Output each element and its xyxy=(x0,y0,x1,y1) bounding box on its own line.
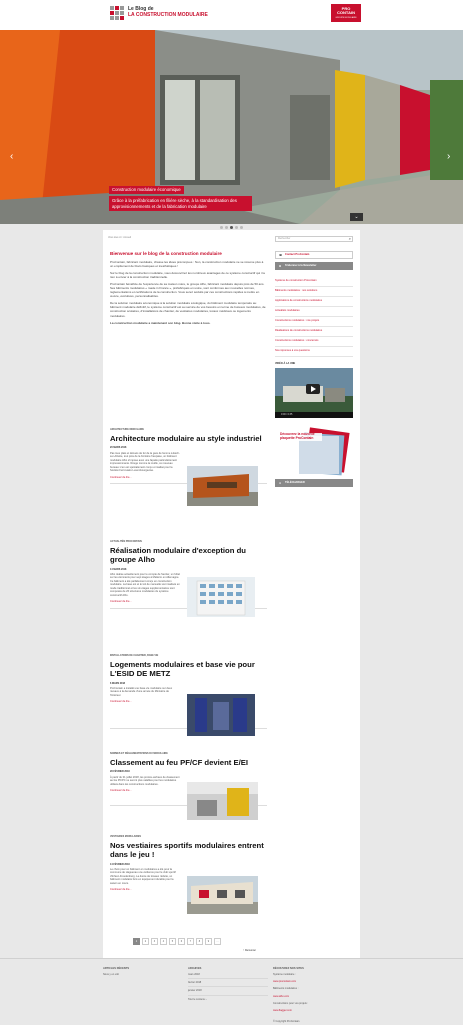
footer-heading: ARCHIVES xyxy=(188,967,202,970)
page-link[interactable]: 3 xyxy=(151,938,158,945)
video-label: VIDÉO À LA UNE xyxy=(275,362,296,365)
article-excerpt: ProContain a installé une base vie modulaire sur deux niveaux à la demande d'une armée du Ministère de l'Intérieur. xyxy=(110,686,173,697)
footer-link[interactable]: Nous y en voit xyxy=(103,972,119,976)
phone-icon: ☎ xyxy=(279,254,283,257)
brand-line1: PRO xyxy=(341,6,351,11)
page-link[interactable]: 4 xyxy=(160,938,167,945)
back-to-top-link[interactable]: ↑ Remonter xyxy=(243,949,256,952)
article-excerpt: Pas tous plats et dénués de fer de la gare de femme à Esch-sur-Alzette, tout près de la frontière française, un bâtiment modulaire Alho s'impose avec une façade particulièrement impressionnante. Rouge comme la rouille, ce nouveau bureaux s'en est spécialement conçu et réalisé pour la Société Ferroviaire Luxembourgeoise. xyxy=(110,451,180,473)
footer-link[interactable]: www.flagger.com xyxy=(273,1009,292,1013)
sidebar-link[interactable]: Réalisations de constructions modulaires xyxy=(275,327,353,337)
intro-paragraph: ProContain bénéficie de l'expérience de sa maison mère, le groupe Alho, fabricant modulaire depuis près de 50 ans. Ses bâtiments modulaires « made in France », préfabriqués en usine, sont conformes aux nouvelles normes, réglementations et certifications de la construction. Vous serez séduits par ces constructions rapides à mettre en œuvre, évolutives, personnalisables. xyxy=(110,282,265,299)
pagination[interactable] xyxy=(133,938,221,945)
sidebar-link[interactable]: Bâtiments modulaires : nos solutions xyxy=(275,287,353,297)
intro-paragraph: Sur le blog de la construction modulaire, vous découvrirez les nombreux avantages de ce système constructif qui n'a rien à envier à la construction traditionnelle. xyxy=(110,271,265,280)
hero-next-arrow-icon[interactable]: › xyxy=(447,151,451,162)
newsletter-label: S'abonner à la Newsletter xyxy=(285,264,317,267)
contact-label: Contact ProContain xyxy=(285,253,310,256)
search-placeholder: Rechercher xyxy=(278,237,291,240)
page-link-current[interactable]: 1 xyxy=(133,938,140,945)
article-category[interactable]: NORMES ET RÉGLEMENTATIONS DU MODULAIRE xyxy=(110,752,168,755)
search-icon[interactable]: ⌕ xyxy=(348,236,351,241)
footer-heading: ARTICLES RÉCENTS xyxy=(103,967,130,970)
procontain-logo[interactable] xyxy=(331,4,361,22)
article-thumbnail[interactable] xyxy=(187,876,258,914)
footer-sites xyxy=(273,967,353,1025)
article-category[interactable]: INSTALLATIONS DE CHANTIER, BASE VIE xyxy=(110,654,159,657)
page-link[interactable]: 8 xyxy=(196,938,203,945)
logo-line1[interactable]: Le Blog de xyxy=(128,6,154,12)
article-title[interactable]: Logements modulaires et base vie pour L'ESID DE METZ xyxy=(110,660,255,679)
sidebar-menu xyxy=(275,277,353,357)
read-more-link[interactable]: Continuez de lire... xyxy=(110,789,132,793)
footer-text: Système modulaire : xyxy=(273,972,296,976)
slider-dot[interactable] xyxy=(220,226,223,229)
page-link[interactable]: ... xyxy=(214,938,221,945)
sidebar-link[interactable]: Nos réponses à vos questions xyxy=(275,347,353,357)
download-label: TÉLÉCHARGER xyxy=(285,481,305,484)
hero-prev-arrow-icon[interactable]: ‹ xyxy=(10,151,14,162)
footer-link[interactable]: janvier 2018 xyxy=(188,989,268,995)
footer-link[interactable]: www.alho.com xyxy=(273,994,290,998)
sidebar-link[interactable]: Constructions modulaires : nos projets xyxy=(275,317,353,327)
slider-dot[interactable] xyxy=(235,226,238,229)
page-link[interactable]: 9 xyxy=(205,938,212,945)
hero-caption[interactable] xyxy=(109,186,252,211)
article-date: 14 FÉVRIER 2018 xyxy=(110,862,130,866)
breadcrumb[interactable]: Vous êtes ici : Accueil xyxy=(108,236,131,239)
read-more-link[interactable]: Continuez de lire... xyxy=(110,475,132,479)
intro-paragraph: ProContain, fabricant modulaire, chasse les idées préconçues : Non, la construction modulaire ne se résume plus à un empilement de blocs basiques et inesthétiques ! xyxy=(110,260,264,269)
sidebar-link[interactable]: Système de construction Procontain xyxy=(275,277,353,287)
hero-toggle-chevron-icon[interactable]: ⌄ xyxy=(350,213,363,221)
slider-dots[interactable] xyxy=(220,226,243,229)
page-link[interactable]: 5 xyxy=(169,938,176,945)
footer-recent-posts xyxy=(103,967,183,978)
article-thumbnail[interactable] xyxy=(187,466,258,506)
intro-paragraph: La construction modulaire a maintenant son blog. Bonne visite à tous. xyxy=(110,320,211,325)
intro-text xyxy=(110,260,267,328)
article-title[interactable]: Architecture modulaire au style industriel xyxy=(110,434,262,444)
footer-archives xyxy=(188,967,268,1003)
article-title[interactable]: Nos vestiaires sportifs modulaires entrent dans le jeu ! xyxy=(110,841,264,860)
copyright: © Copyright ProContain xyxy=(273,1019,300,1023)
site-header xyxy=(0,0,463,30)
mail-icon: ✉ xyxy=(279,265,282,268)
slider-dot[interactable] xyxy=(240,226,243,229)
video-time: 0:00 / 0:35 xyxy=(281,413,293,416)
video-controls[interactable] xyxy=(275,412,353,418)
article-title[interactable]: Classement au feu PF/CF devient E/EI xyxy=(110,758,248,768)
logo-line2[interactable]: LA CONSTRUCTION MODULAIRE xyxy=(128,12,208,18)
page-link[interactable]: 2 xyxy=(142,938,149,945)
article-date: 20 MARS 2018 xyxy=(110,446,127,450)
article-thumbnail[interactable] xyxy=(187,577,255,617)
article-category[interactable]: ARCHITECTURE MODULAIRE xyxy=(110,428,144,431)
article-excerpt: À partir du 31 juillet 2018, les procès-verbaux de classement au feu PF/PC ne seront plus valables pour les modulaires utilisés dans les constructions modulaires. xyxy=(110,775,180,786)
sidebar-link[interactable]: Constructions modulaires : concernés xyxy=(275,337,353,347)
page-link[interactable]: 7 xyxy=(187,938,194,945)
slider-dot-active[interactable] xyxy=(230,226,233,229)
article-excerpt: Le choix pour un bâtiment en modulaires a été pour la commune de Haguenau une évidence pour le club sportif d'Infanc-Freudenberg. La durée de travaux réduite, un bâtiment modulaire livré en équipement durable pour la saison en cours. xyxy=(110,867,176,885)
sidebar-link[interactable]: Actualités modulaires xyxy=(275,307,353,317)
download-icon: ⬇ xyxy=(279,482,282,485)
brochure-text[interactable]: Découvrez la nouvelle plaquette ProContain xyxy=(280,433,322,441)
read-more-link[interactable]: Continuez de lire... xyxy=(110,700,132,704)
article-date: 6 MARS 2018 xyxy=(110,681,126,685)
hero-caption-text: Grâce à la préfabrication en filière sèche, à la standardisation des approvisionnements et de la fabrication modulaire xyxy=(109,196,252,212)
article-excerpt: Alho réalise actuellement pour le compte de Seniter, un hôtel sur les étonnants pour sept étages à Malterm en Allemagne. Ce bâtiment a été parfaitement conçu en construction modulaire. La base est et le toit de manuelle sont réalisés en mode traditionnel et les six étages supplémentaires sont composés de 26 structures modulaires du système constructif Alho. xyxy=(110,572,180,597)
read-more-link[interactable]: Continuez de lire... xyxy=(110,600,132,604)
article-title[interactable]: Réalisation modulaire d'exception du groupe Alho xyxy=(110,546,246,565)
footer-text: Constructions pour vos projets : xyxy=(273,1002,309,1005)
read-more-link[interactable]: Continuez de lire... xyxy=(110,888,132,892)
footer-link[interactable]: Tout le contenu › xyxy=(188,997,207,1001)
article-thumbnail[interactable] xyxy=(187,782,258,820)
play-icon[interactable] xyxy=(306,384,320,394)
article-thumbnail[interactable] xyxy=(187,694,255,736)
brand-line2: CONTAIN xyxy=(337,10,355,16)
footer-link[interactable]: février 2018 xyxy=(188,981,268,987)
article-category[interactable]: ACTUALITÉS PROCONTAIN xyxy=(110,540,142,543)
page-link[interactable]: 6 xyxy=(178,938,185,945)
intro-paragraph: De la solution modulaire économique à la solution modulaire écologique, du bâtiment modulaire temporaire au bâtiment modulaire définitif, le système constructif est au service de vos besoins en terme de bureaux modulaires, de construction scolaires, d'installations de chantier, de vestiaires modulaires, locaux médicaux ou logements modulaires. xyxy=(110,301,266,318)
footer-heading: DÉCOUVREZ NOS SITES xyxy=(273,967,304,970)
intro-title: Bienvenue sur le blog de la construction modulaire xyxy=(110,251,222,256)
footer-link[interactable]: mars 2018 xyxy=(188,973,268,979)
newsletter-button[interactable] xyxy=(275,262,353,270)
download-button[interactable] xyxy=(275,479,353,487)
article-date: 14 MARS 2018 xyxy=(110,567,127,571)
search-input[interactable] xyxy=(275,236,353,242)
hero-caption-title: Construction modulaire économique xyxy=(109,186,184,194)
footer-link[interactable]: www.procontain.com xyxy=(273,979,297,983)
article-category[interactable]: VESTIAIRES MODULAIRES xyxy=(110,835,141,838)
contact-button[interactable] xyxy=(275,251,353,259)
video-player[interactable] xyxy=(275,368,353,418)
slider-dot[interactable] xyxy=(225,226,228,229)
sidebar-link[interactable]: Applications de constructions modulaires xyxy=(275,297,353,307)
blog-logo-icon[interactable] xyxy=(110,6,124,20)
article-date: 28 FÉVRIER 2018 xyxy=(110,770,130,774)
brand-sub: GROUPE MODULAIRE xyxy=(335,16,357,19)
footer-text: Bâtiments modulaires : xyxy=(273,987,299,991)
